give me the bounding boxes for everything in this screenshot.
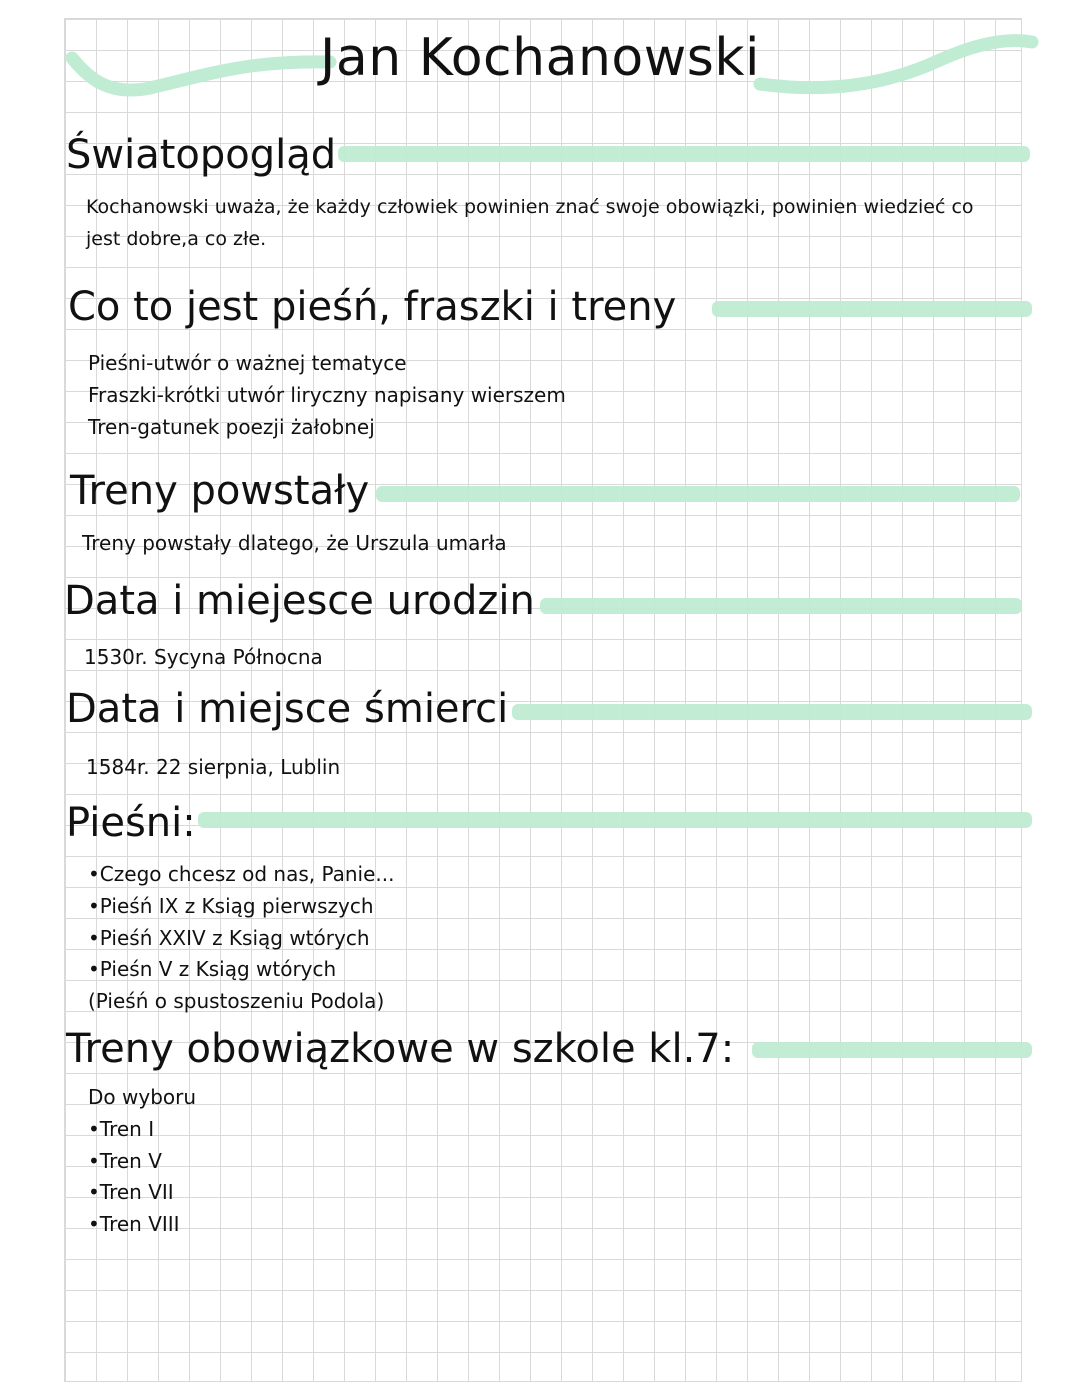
heading-highlight [752, 1042, 1032, 1058]
list-item: •Pieśń IX z Ksiąg pierwszych [88, 893, 374, 918]
list-item: •Tren V [88, 1148, 162, 1173]
section-heading-laments-origin: Treny powstały [70, 468, 370, 514]
list-item: (Pieśń o spustoszeniu Podola) [88, 989, 385, 1014]
heading-highlight [376, 486, 1020, 502]
songs-list [88, 859, 394, 1018]
genres-list [88, 348, 566, 443]
section-heading-songs: Pieśni: [66, 800, 196, 846]
heading-highlight [198, 812, 1032, 828]
heading-highlight [540, 598, 1022, 614]
page-title: Jan Kochanowski [320, 28, 760, 88]
list-item: •Tren I [88, 1116, 155, 1141]
list-item: •Czego chcesz od nas, Panie... [88, 862, 395, 886]
list-item: Fraszki-krótki utwór liryczny napisany wierszem [88, 382, 566, 407]
section-heading-genres: Co to jest pieśń, fraszki i treny [68, 284, 677, 330]
birth-text: 1530r. Sycyna Północna [84, 645, 323, 669]
death-text: 1584r. 22 sierpnia, Lublin [86, 755, 341, 779]
section-heading-required-laments: Treny obowiązkowe w szkole kl.7: [66, 1026, 735, 1072]
list-item: Pieśni-utwór o ważnej tematyce [88, 351, 407, 375]
list-item: •Tren VIII [88, 1212, 180, 1237]
list-item: Tren-gatunek poezji żałobnej [88, 414, 375, 439]
section-heading-worldview: Światopogląd [66, 132, 337, 178]
required-laments-list [88, 1082, 196, 1241]
heading-highlight [712, 301, 1032, 317]
section-heading-death: Data i miejsce śmierci [66, 686, 509, 732]
list-item: •Pieśn V z Ksiąg wtórych [88, 957, 337, 982]
section-heading-birth: Data i miejesce urodzin [64, 578, 535, 624]
worldview-text-line-1: Kochanowski uważa, że każdy człowiek powinien znać swoje obowiązki, powinien wiedzieć co [86, 196, 974, 218]
laments-origin-text: Treny powstały dlatego, że Urszula umarła [82, 531, 507, 555]
list-item: •Pieśń XXIV z Ksiąg wtórych [88, 925, 370, 950]
list-item: •Tren VII [88, 1180, 174, 1205]
list-item: Do wyboru [88, 1085, 197, 1109]
heading-highlight [512, 704, 1032, 720]
worldview-text-line-2: jest dobre,a co złe. [86, 228, 267, 250]
heading-highlight [338, 146, 1030, 162]
